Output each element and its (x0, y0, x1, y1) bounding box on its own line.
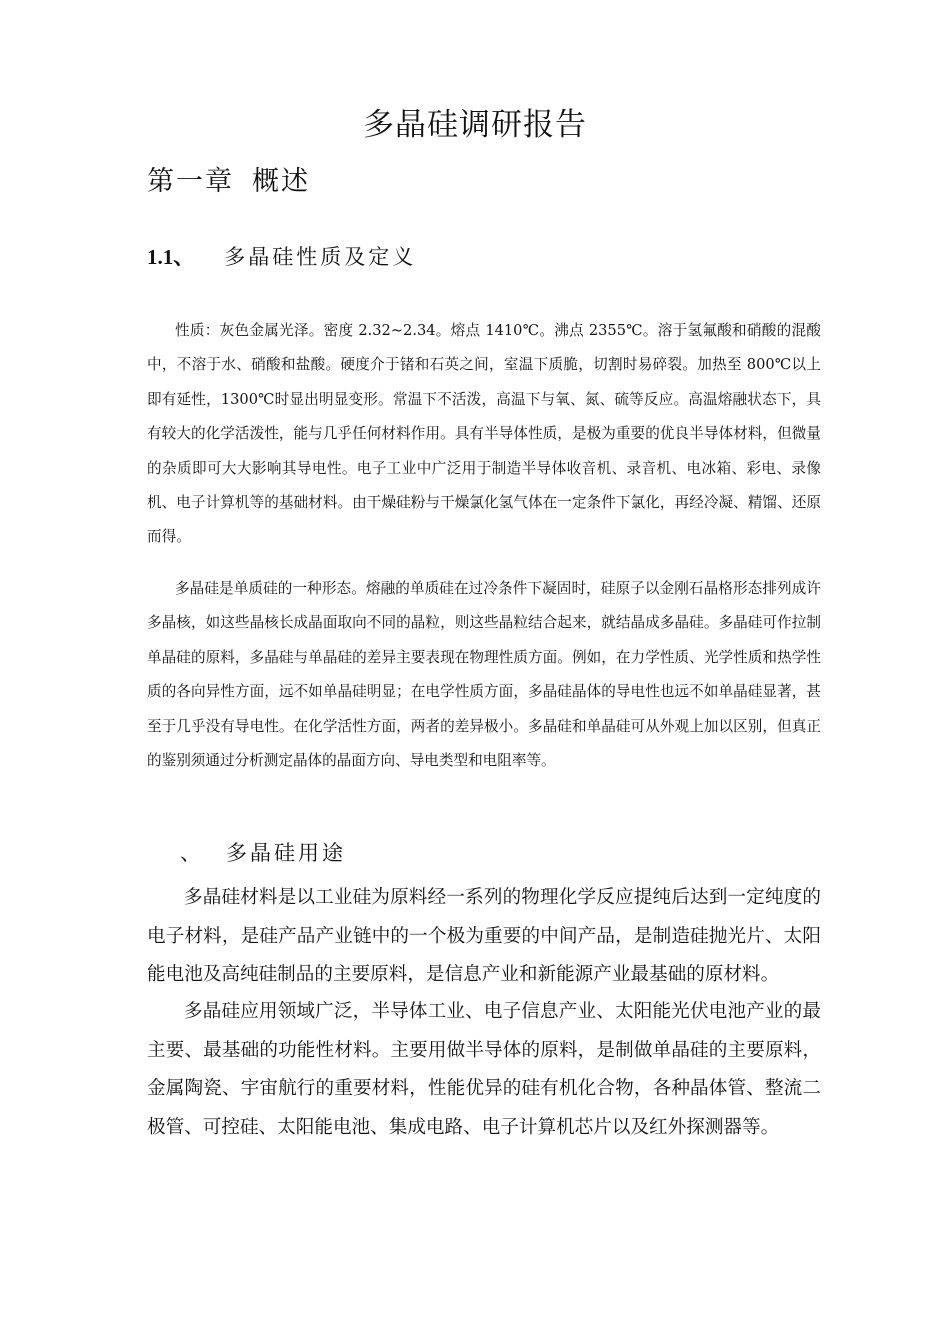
section-title: 多晶硅用途 (226, 841, 346, 865)
section-heading-uses (180, 836, 346, 870)
chapter-number: 第一章 (147, 166, 234, 197)
document-title: 多晶硅调研报告 (363, 107, 587, 143)
paragraph-uses-2: 多晶硅应用领域广泛，半导体工业、电子信息产业、太阳能光伏电池产业的最主要、最基础的功能性材料。主要用做半导体的原料，是制做单晶硅的主要原料，金属陶瓷、宇宙航行的重要材料，性能优异的硅有机化合物，各种晶体管、整流二极管、可控硅、太阳能电池、集成电路、电子计算机芯片以及红外探测器等。 (147, 1001, 821, 1138)
chapter-title: 概述 (252, 166, 310, 197)
section-heading-1-1 (147, 240, 416, 274)
section-number: 、 (180, 841, 204, 865)
paragraph-properties: 性质：灰色金属光泽。密度 2.32~2.34。熔点 1410℃。沸点 2355℃。溶于氢氟酸和硝酸的混酸中，不溶于水、硝酸和盐酸。硬度介于锗和石英之间，室温下质脆，切割时易碎裂。加热至 800℃以上即有延性，1300℃时显出明显变形。常温下不活泼，高温下与氧、氮、硫等反应。高温熔融状态下，具有较大的化学活泼性，能与几乎任何材料作用。具有半导体性质，是极为重要的优良半导体材料，但微量的杂质即可大大影响其导电性。电子工业中广泛用于制造半导体收音机、录音机、电冰箱、彩电、录像机、电子计算机等的基础材料。由干燥硅粉与干燥氯化氢气体在一定条件下氯化，再经冷凝、精馏、还原而得。 (147, 322, 821, 546)
paragraph-definition: 多晶硅是单质硅的一种形态。熔融的单质硅在过冷条件下凝固时，硅原子以金刚石晶格形态排列成许多晶核，如这些晶核长成晶面取向不同的晶粒，则这些晶粒结合起来，就结晶成多晶硅。多晶硅可作拉制单晶硅的原料，多晶硅与单晶硅的差异主要表现在物理性质方面。例如，在力学性质、光学性质和热学性质的各向异性方面，远不如单晶硅明显；在电学性质方面，多晶硅晶体的导电性也远不如单晶硅显著，甚至于几乎没有导电性。在化学活性方面，两者的差异极小。多晶硅和单晶硅可从外观上加以区别，但真正的鉴别须通过分析测定晶体的晶面方向、导电类型和电阻率等。 (147, 580, 821, 770)
section-title: 多晶硅性质及定义 (224, 245, 417, 269)
paragraph-uses-1: 多晶硅材料是以工业硅为原料经一系列的物理化学反应提纯后达到一定纯度的电子材料，是硅产品产业链中的一个极为重要的中间产品，是制造硅抛光片、太阳能电池及高纯硅制品的主要原料，是信息产业和新能源产业最基础的原材料。 (147, 887, 821, 986)
chapter-heading (147, 160, 310, 204)
section-number: 1.1、 (147, 245, 195, 269)
